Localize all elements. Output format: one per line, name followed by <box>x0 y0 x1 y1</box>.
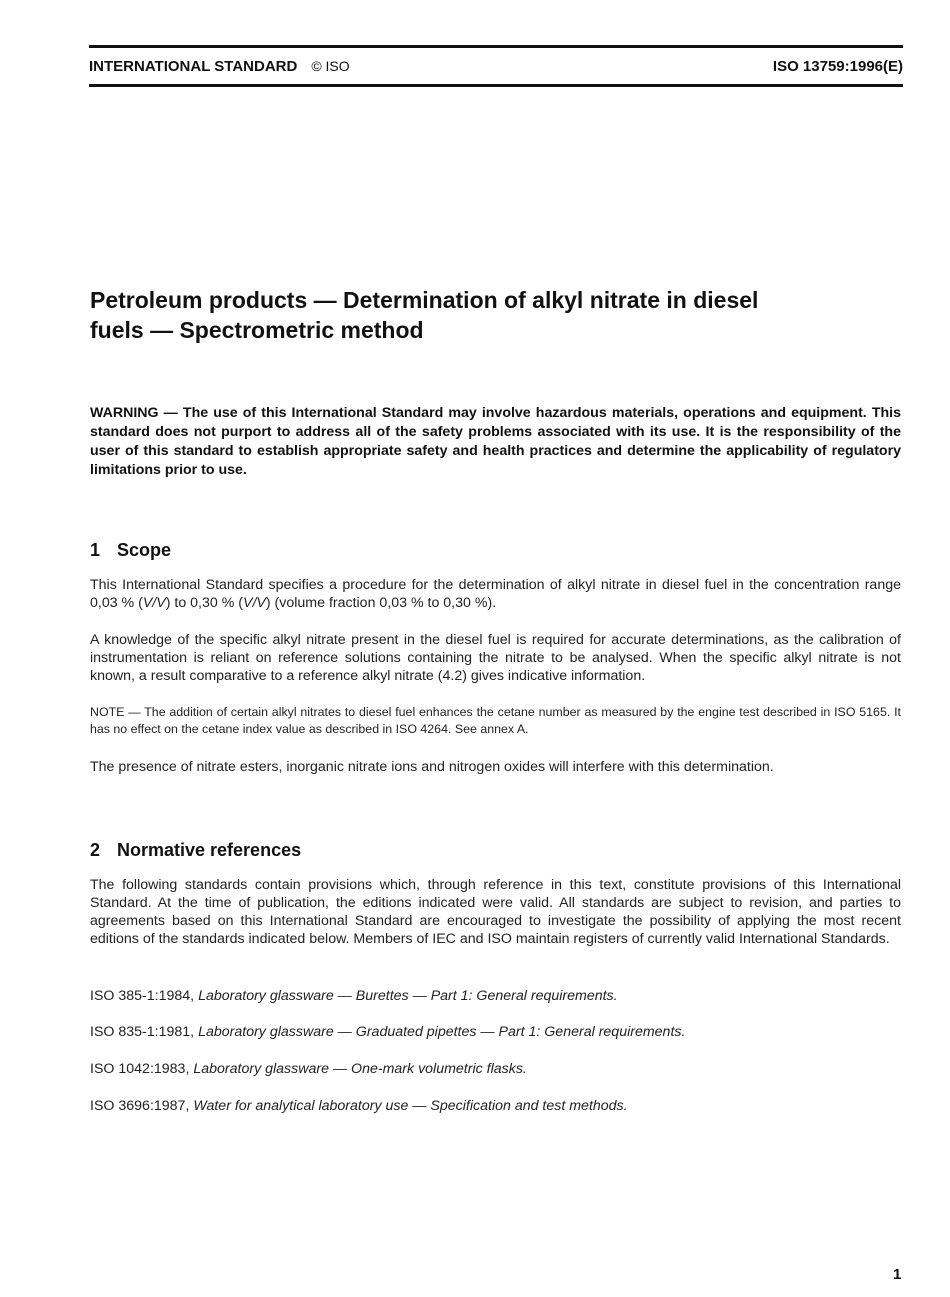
reference-title: Laboratory glassware — Graduated pipettes — Part 1: General requirements. <box>198 1024 686 1040</box>
reference-item <box>90 1097 901 1115</box>
header-standard-label: INTERNATIONAL STANDARD <box>89 58 298 75</box>
section-1-heading <box>90 540 901 561</box>
page-number: 1 <box>893 1266 902 1283</box>
header-left <box>89 58 350 75</box>
section-2-heading <box>90 840 901 861</box>
section-1-number: 1 <box>90 540 101 560</box>
reference-item <box>90 1023 901 1041</box>
section-2-title: Normative references <box>117 840 302 860</box>
warning-notice: WARNING — The use of this International Standard may involve hazardous materials, operations and equipment. This standard does not purport to address all of the safety problems associated with its use. It is the responsibility of the user of this standard to establish appropriate safety and health practices and determine the applicability of regulatory limitations prior to use. <box>90 405 901 478</box>
reference-title: Laboratory glassware — One-mark volumetric flasks. <box>193 1061 527 1077</box>
reference-title: Laboratory glassware — Burettes — Part 1: General requirements. <box>198 988 618 1004</box>
section-2-number: 2 <box>90 840 101 860</box>
reference-code: ISO 835-1:1981, <box>90 1024 195 1040</box>
header-top-rule <box>89 45 903 48</box>
title-line-1: Petroleum products — Determination of alkyl nitrate in diesel <box>90 287 759 313</box>
header-document-id: ISO 13759:1996(E) <box>772 58 903 75</box>
reference-code: ISO 3696:1987, <box>90 1098 190 1114</box>
scope-paragraph-1 <box>90 576 901 612</box>
scope-paragraph-2: A knowledge of the specific alkyl nitrate present in the diesel fuel is required for accurate determinations, as the calibration of instrumentation is reliant on reference solutions containing the nitrate to be analysed. When the specific alkyl nitrate is not known, a result comparative to a reference alkyl nitrate (4.2) gives indicative information. <box>90 632 901 684</box>
header-copyright: © ISO <box>311 58 350 74</box>
reference-code: ISO 1042:1983, <box>90 1061 190 1077</box>
scope-p1-text-a: This International Standard specifies a procedure for the determination of alkyl nitrate in diesel fuel in the concentration range 0,03 % ( <box>90 577 901 611</box>
document-title <box>90 285 901 345</box>
scope-paragraph-3: The presence of nitrate esters, inorganic nitrate ions and nitrogen oxides will interfere with this determination. <box>90 759 774 775</box>
references-intro-paragraph: The following standards contain provisions which, through reference in this text, constitute provisions of this International Standard. At the time of publication, the editions indicated were valid. All standards are subject to revision, and parties to agreements based on this International Standard are encouraged to investigate the possibility of applying the most recent editions of the standards indicated below. Members of IEC and ISO maintain registers of currently valid International Standards. <box>90 877 901 947</box>
reference-item <box>90 987 901 1005</box>
section-1-title: Scope <box>117 540 172 560</box>
scope-p1-text-c: ) (volume fraction 0,03 % to 0,30 %). <box>265 595 497 611</box>
scope-p1-unit-1: V/V <box>142 595 166 611</box>
title-line-2: fuels — Spectrometric method <box>90 317 424 343</box>
reference-item <box>90 1060 901 1078</box>
reference-title: Water for analytical laboratory use — Specification and test methods. <box>193 1098 628 1114</box>
scope-note: NOTE — The addition of certain alkyl nitrates to diesel fuel enhances the cetane number as measured by the engine test described in ISO 5165. It has no effect on the cetane index value as described in ISO 4264. See annex A. <box>90 705 901 736</box>
scope-p1-unit-2: V/V <box>243 595 266 611</box>
header-bottom-rule <box>89 84 903 87</box>
reference-code: ISO 385-1:1984, <box>90 988 195 1004</box>
scope-p1-text-b: ) to 0,30 % ( <box>165 595 243 611</box>
page-header <box>89 58 903 75</box>
